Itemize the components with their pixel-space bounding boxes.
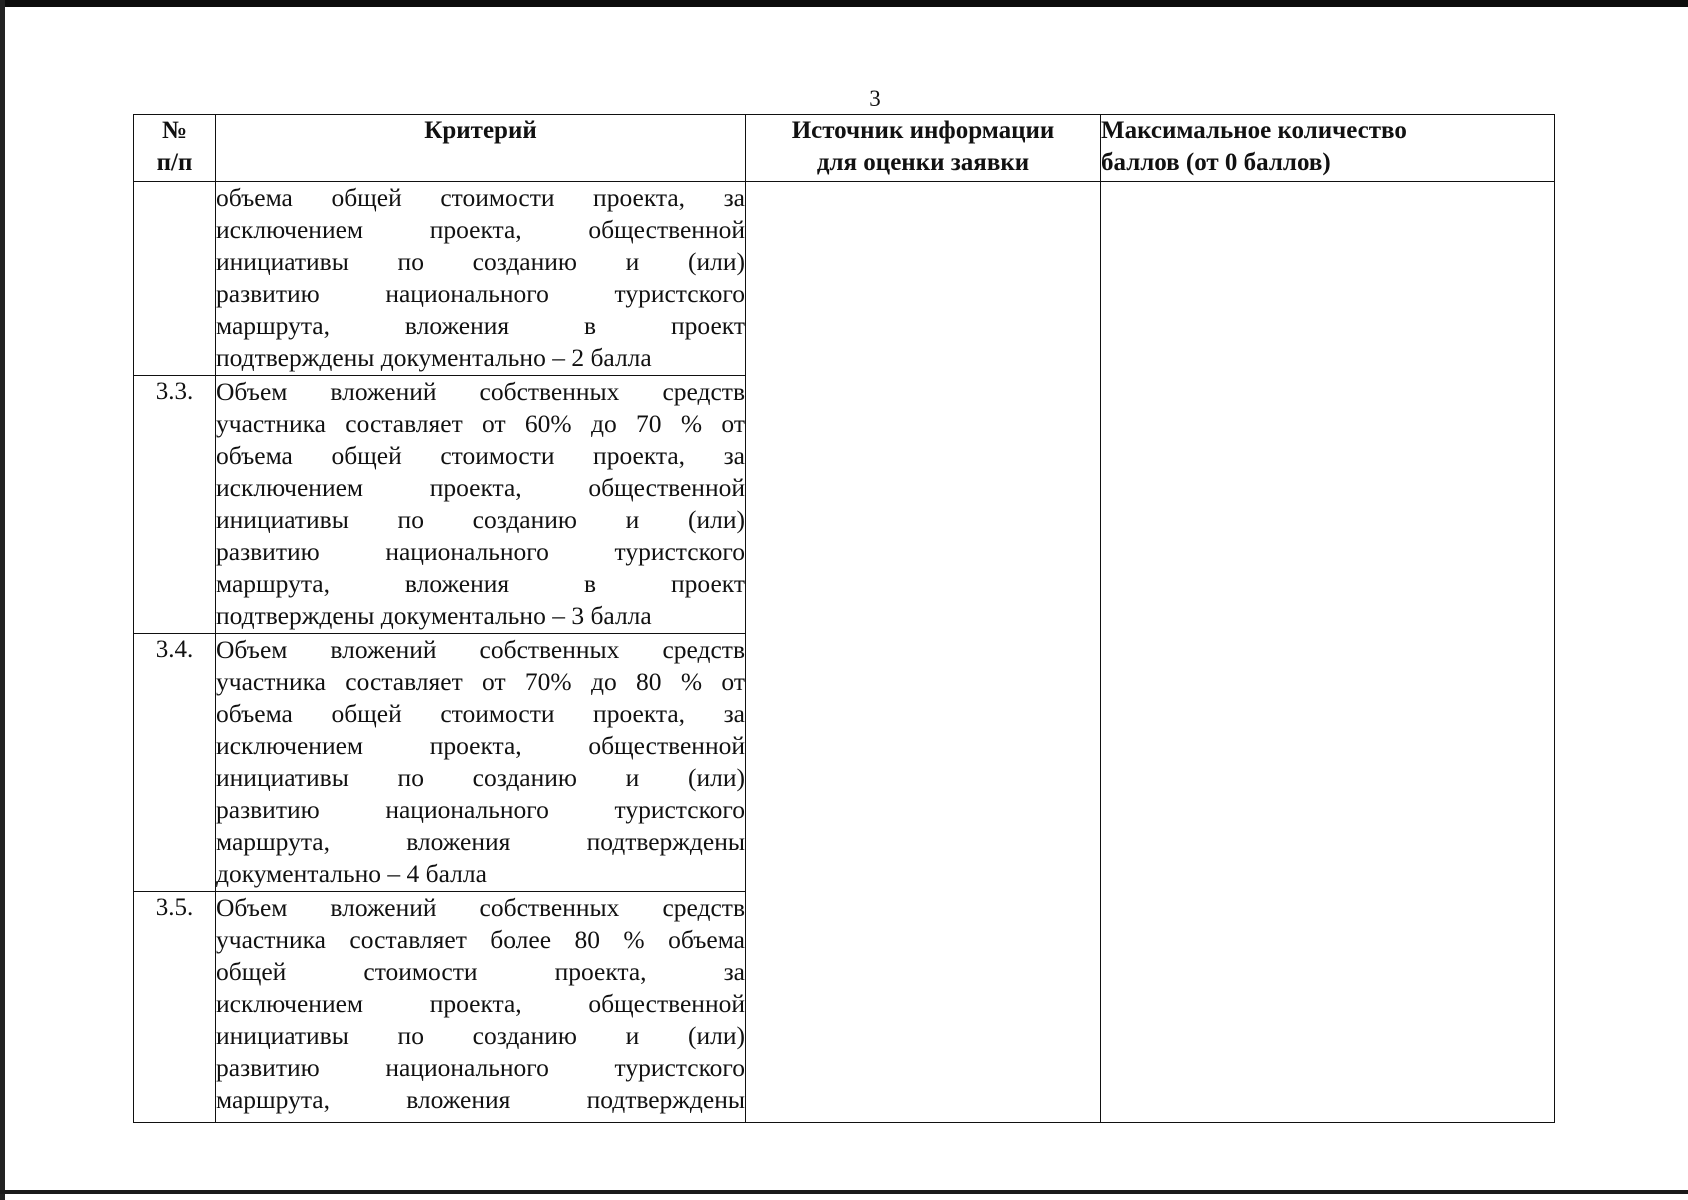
- header-source-line: для оценки заявки: [816, 149, 1030, 176]
- criterion-line: маршрута, вложения подтверждены: [216, 827, 745, 856]
- page-number: 3: [869, 86, 881, 111]
- header-max-line: Максимальное количество: [1101, 117, 1407, 144]
- criteria-table: [133, 114, 1555, 1123]
- source-cell: [746, 182, 1101, 1123]
- scan-border-bottom: [0, 1190, 1688, 1194]
- header-max-line: баллов (от 0 баллов): [1101, 149, 1331, 176]
- criterion-line: Объем вложений собственных средств: [216, 377, 745, 406]
- criterion-line: инициативы по созданию и (или): [216, 505, 745, 534]
- criterion-line: Объем вложений собственных средств: [216, 893, 745, 922]
- scan-border-top: [0, 0, 1688, 7]
- row-number: 3.5.: [134, 892, 216, 1123]
- criterion-line: объема общей стоимости проекта, за: [216, 441, 745, 470]
- row-number: 3.3.: [134, 376, 216, 634]
- criterion-line: подтверждены документально – 2 балла: [216, 343, 652, 372]
- criterion-line: инициативы по созданию и (или): [216, 247, 745, 276]
- header-num-line: п/п: [156, 149, 193, 176]
- criterion-line: маршрута, вложения подтверждены: [216, 1085, 745, 1114]
- criterion-cell: [216, 376, 746, 634]
- criterion-cell: [216, 182, 746, 376]
- criterion-line: подтверждены документально – 3 балла: [216, 601, 652, 630]
- criterion-line: развитию национального туристского: [216, 1053, 745, 1082]
- table-header: [134, 115, 1555, 182]
- criterion-line: участника составляет от 70% до 80 % от: [216, 667, 745, 696]
- criterion-line: исключением проекта, общественной: [216, 989, 745, 1018]
- criterion-line: инициативы по созданию и (или): [216, 763, 745, 792]
- row-number: 3.4.: [134, 634, 216, 892]
- criterion-line: инициативы по созданию и (или): [216, 1021, 745, 1050]
- criterion-line: участника составляет более 80 % объема: [216, 925, 745, 954]
- criterion-line: Объем вложений собственных средств: [216, 635, 745, 664]
- criterion-cell: [216, 634, 746, 892]
- table-row: [134, 182, 1555, 376]
- criterion-line: общей стоимости проекта, за: [216, 957, 745, 986]
- row-number: [134, 182, 216, 376]
- criterion-line: исключением проекта, общественной: [216, 731, 745, 760]
- header-criterion: Критерий: [216, 115, 746, 182]
- criterion-line: участника составляет от 60% до 70 % от: [216, 409, 745, 438]
- criterion-line: маршрута, вложения в проект: [216, 311, 745, 340]
- criterion-line: маршрута, вложения в проект: [216, 569, 745, 598]
- max-points-cell: [1101, 182, 1555, 1123]
- criterion-line: развитию национального туристского: [216, 537, 745, 566]
- header-source-line: Источник информации: [791, 117, 1055, 144]
- criterion-line: документально – 4 балла: [216, 859, 487, 888]
- criterion-line: объема общей стоимости проекта, за: [216, 699, 745, 728]
- criterion-line: объема общей стоимости проекта, за: [216, 183, 745, 212]
- header-source: [746, 115, 1101, 182]
- table-body: [134, 182, 1555, 1123]
- header-max-points: [1101, 115, 1555, 182]
- criterion-line: развитию национального туристского: [216, 279, 745, 308]
- criterion-line: исключением проекта, общественной: [216, 215, 745, 244]
- scan-border-left: [0, 0, 5, 1200]
- header-num-line: №: [161, 117, 188, 144]
- header-num: [134, 115, 216, 182]
- criterion-cell: [216, 892, 746, 1123]
- criterion-line: исключением проекта, общественной: [216, 473, 745, 502]
- criterion-line: развитию национального туристского: [216, 795, 745, 824]
